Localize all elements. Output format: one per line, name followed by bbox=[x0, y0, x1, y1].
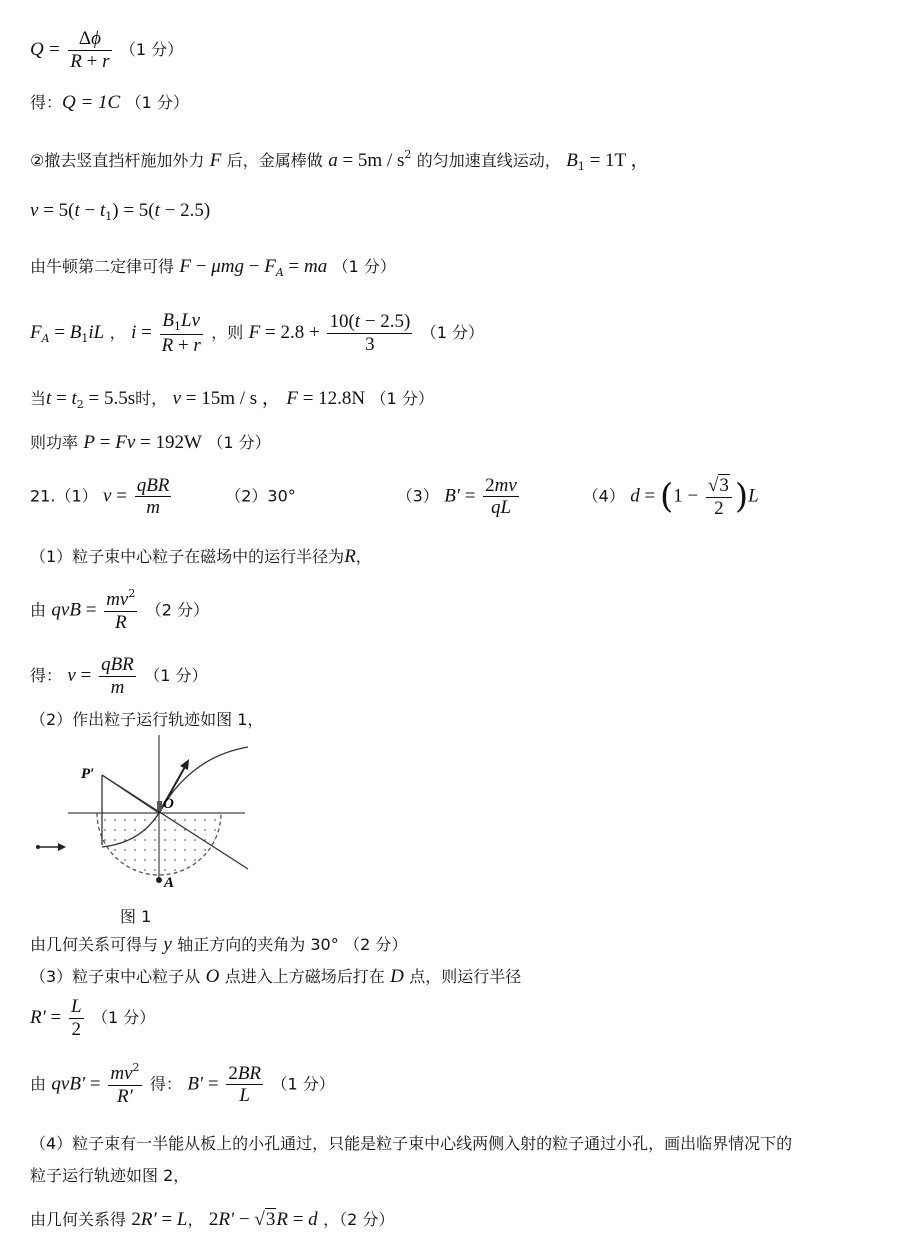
figure-1-caption: 图 1 bbox=[120, 907, 152, 926]
figure-1-trajectory bbox=[30, 735, 250, 895]
when-text-2: 时， bbox=[135, 389, 168, 408]
eq-charge-result bbox=[30, 92, 189, 115]
part2-conclusion: 由几何关系可得与 y 轴正方向的夹角为 30° （2 分） bbox=[30, 934, 408, 955]
eq-radius-prime: R′ = $\frac{L}{2}$ （1 分） bbox=[30, 996, 156, 1040]
part4-intro-line2 bbox=[30, 1166, 189, 1186]
part4-intro-line1 bbox=[30, 1134, 792, 1154]
eq-b-prime: 由 qvB′ = $\frac{mv^2}{R'}$ 得： B′ = $\frac{2BR}{L}$ （1 分） bbox=[30, 1061, 335, 1107]
score-note: （1 分） bbox=[125, 93, 189, 112]
score-note-end: ，（2 分） bbox=[323, 1210, 395, 1229]
answer-2: （2）30° bbox=[225, 486, 296, 506]
eq-charge-formula: Q = $\frac{\Delta\phi}{R + r}$ （1 分） bbox=[30, 28, 184, 72]
part2-intro bbox=[30, 710, 263, 730]
comma: ， bbox=[109, 322, 126, 342]
score-note: （1 分） bbox=[420, 322, 485, 342]
part3-text-a: （3）粒子束中心粒子从 bbox=[30, 967, 201, 986]
prefix-you: 由 bbox=[30, 600, 47, 620]
part1-intro: （1）粒子束中心粒子在磁场中的运行半径为R， bbox=[30, 546, 372, 567]
label-o: O bbox=[163, 796, 174, 812]
eq-geometry-d: 由几何关系得 2R′ = L， 2R′ − √3R = d ，（2 分） bbox=[30, 1209, 395, 1230]
eq-velocity-result: 得： v = $\frac{\text{qBR}}{m}$ （1 分） bbox=[30, 654, 208, 698]
step2-text-mid2: 的匀加速直线运动， bbox=[416, 151, 561, 170]
part3-text-b: 点进入上方磁场后打在 bbox=[224, 967, 385, 986]
eq-newton-second-law: 由牛顿第二定律可得 $F - \mu mg - F_A$ = ma （1 分） bbox=[30, 256, 396, 279]
part2-text-a: 由几何关系可得与 bbox=[30, 935, 159, 954]
eq-at-t2: 当$t = t_2 = 5.5s$时， v = 15m / s ， F = 12.8N （1 分） bbox=[30, 388, 434, 411]
part4-text: （4）粒子束有一半能从板上的小孔通过，只能是粒子束中心线两侧入射的粒子通过小孔，画出临界情况下的 bbox=[30, 1134, 793, 1153]
part1-text: （1）粒子束中心粒子在磁场中的运行半径为 bbox=[30, 547, 345, 566]
score-note: （2 分） bbox=[344, 935, 408, 954]
angle-mark bbox=[157, 801, 162, 811]
newton-text: 由牛顿第二定律可得 bbox=[30, 257, 175, 276]
geometry-text: 由几何关系得 bbox=[30, 1210, 127, 1229]
step2-text-mid: 后，金属棒做 bbox=[226, 151, 323, 170]
when-text: 当 bbox=[30, 389, 47, 408]
eq-lorentz-centripetal: 由 qvB = $\frac{mv^2}{R}$ （2 分） bbox=[30, 587, 210, 633]
label-p-prime: P′ bbox=[81, 766, 95, 782]
score-note: （1 分） bbox=[91, 1007, 156, 1027]
step2-text: ②撤去竖直挡杆施加外力 bbox=[30, 151, 205, 170]
comma-end: ， bbox=[355, 547, 372, 566]
score-note: （1 分） bbox=[119, 39, 184, 59]
part3-text-c: 点，则运行半径 bbox=[409, 967, 522, 986]
answer-3-label: （3） bbox=[396, 486, 439, 506]
prefix-ze: 则 bbox=[227, 322, 244, 342]
part2-text-b: 轴正方向的夹角为 30° bbox=[177, 935, 339, 954]
eq-ampere-force: $F_A = B_1iL$ ， i = $\frac{B_1Lv}{R + r}$ ，则 F = 2.8 + $\frac{10(t - 2.5)}{3}$ （1 分） bbox=[30, 310, 485, 356]
score-note: （1 分） bbox=[332, 257, 396, 276]
part4-text-2: 粒子运行轨迹如图 2， bbox=[30, 1166, 190, 1185]
prefix-de: 得： bbox=[30, 93, 63, 112]
prefix-de: 得： bbox=[149, 1074, 182, 1094]
point-a bbox=[156, 877, 162, 883]
part2-text: （2）作出粒子运行轨迹如图 1， bbox=[30, 710, 264, 729]
step-2-intro: ②撤去竖直挡杆施加外力 F 后，金属棒做 $a = 5m / s^2$ 的匀加速直线运动， $B_1 = 1T$ ， bbox=[30, 148, 650, 173]
prefix-de: 得： bbox=[30, 665, 63, 685]
label-a: A bbox=[164, 875, 175, 891]
score-note: （1 分） bbox=[144, 665, 208, 685]
charge-value: Q = 1C bbox=[62, 92, 121, 113]
prefix-you: 由 bbox=[30, 1074, 47, 1094]
eq-velocity: $v = 5(t - t_1) = 5(t - 2.5)$ bbox=[30, 200, 211, 223]
score-note: （2 分） bbox=[145, 600, 210, 620]
q21-answers: 21.（1） v = $\frac{\text{qBR}}{m}$ （2）30° （3） B′ = $\frac{2mv}{qL}$ （4） d = (1 − $\frac{√3}{2}$ )L bbox=[30, 474, 759, 519]
power-text: 则功率 bbox=[30, 433, 79, 452]
score-note: （1 分） bbox=[207, 433, 271, 452]
score-note: （1 分） bbox=[271, 1074, 335, 1094]
eq-power: 则功率 P = Fv = 192W （1 分） bbox=[30, 432, 271, 453]
score-note: （1 分） bbox=[370, 389, 434, 408]
part3-intro: （3）粒子束中心粒子从 O 点进入上方磁场后打在 D 点，则运行半径 bbox=[30, 966, 522, 987]
answer-4-label: （4） bbox=[582, 486, 625, 506]
incoming-arrowhead bbox=[58, 843, 66, 851]
q21-label: 21.（1） bbox=[30, 486, 98, 506]
